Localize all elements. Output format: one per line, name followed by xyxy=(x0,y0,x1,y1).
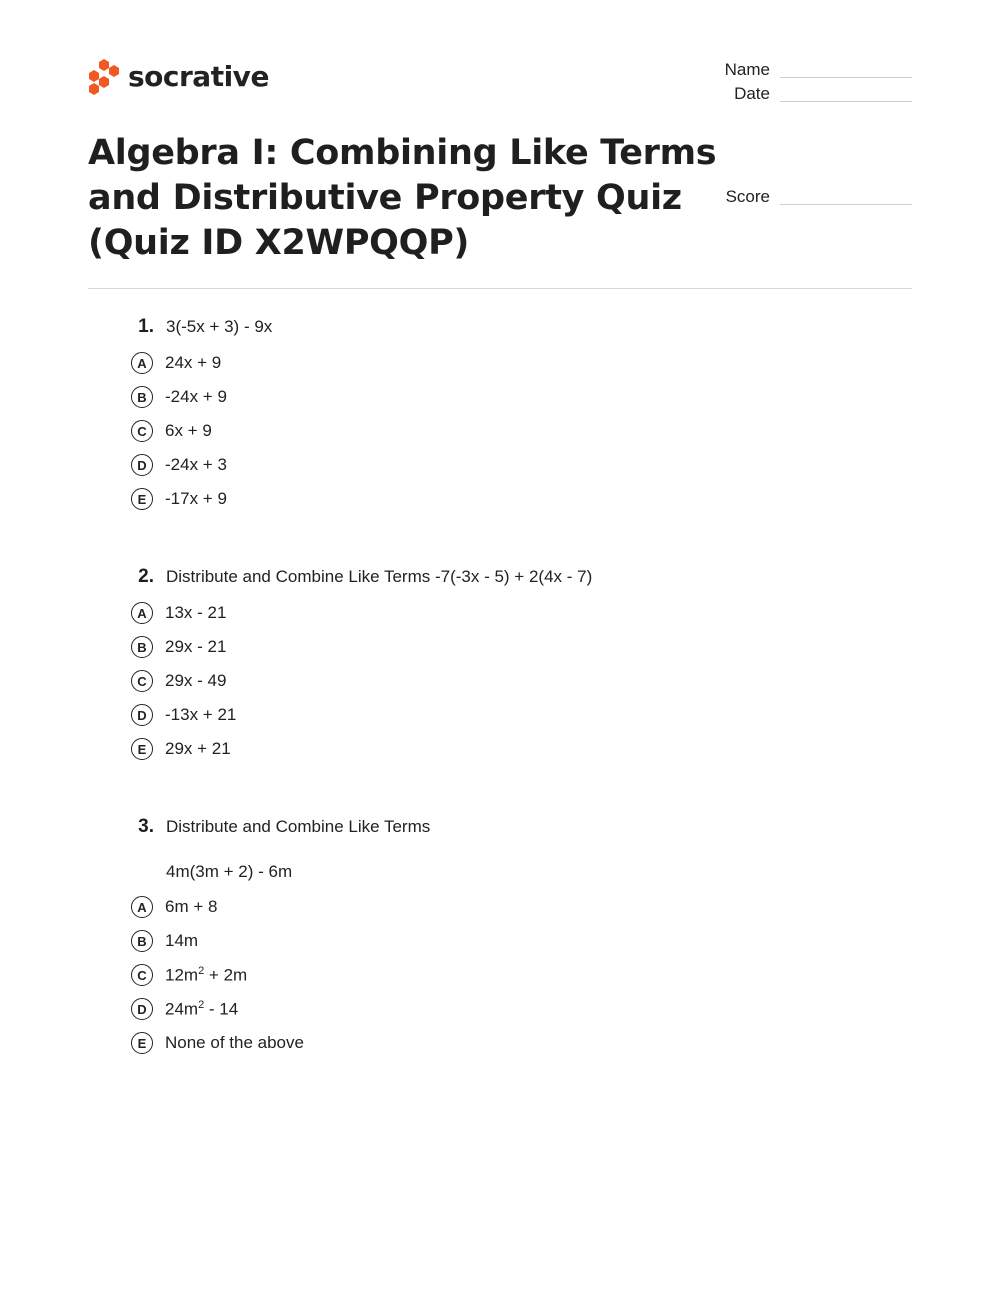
hexagon-cluster-icon xyxy=(88,58,120,96)
question-header xyxy=(130,816,910,842)
score-label: Score xyxy=(725,187,770,206)
brand-name: socrative xyxy=(128,60,269,93)
score-line xyxy=(780,204,912,205)
name-field xyxy=(712,60,912,84)
option-letter-circle[interactable]: B xyxy=(131,386,153,408)
date-line xyxy=(780,101,912,102)
option-letter-circle[interactable]: C xyxy=(131,964,153,986)
option-text-main: 24m xyxy=(165,999,199,1019)
name-label: Name xyxy=(724,60,770,79)
score-field xyxy=(712,187,912,211)
date-label: Date xyxy=(734,84,770,103)
option-text xyxy=(165,705,236,725)
answer-option-a[interactable] xyxy=(130,346,910,380)
option-text-main: -24x + 9 xyxy=(165,387,227,406)
question-text: Distribute and Combine Like Terms xyxy=(166,817,431,836)
option-text xyxy=(165,603,226,623)
question-1 xyxy=(130,316,910,516)
option-text xyxy=(165,739,231,759)
question-text: Distribute and Combine Like Terms -7(-3x - 5) + 2(4x - 7) xyxy=(166,567,593,586)
question-number: 1. xyxy=(138,316,154,337)
option-text xyxy=(165,387,227,407)
name-line xyxy=(780,77,912,78)
option-exponent: 2 xyxy=(198,998,205,1011)
option-text-rest: - 14 xyxy=(204,999,239,1019)
answer-option-d[interactable] xyxy=(130,698,910,732)
answer-option-d[interactable] xyxy=(130,448,910,482)
answer-option-e[interactable] xyxy=(130,482,910,516)
option-text xyxy=(165,965,247,986)
option-text-main: 29x + 21 xyxy=(165,739,231,758)
answer-option-b[interactable] xyxy=(130,380,910,414)
answer-option-b[interactable] xyxy=(130,924,910,958)
option-letter-circle[interactable]: D xyxy=(131,704,153,726)
option-text xyxy=(165,421,212,441)
answer-options xyxy=(130,346,910,516)
option-text-main: 6m + 8 xyxy=(165,897,218,916)
option-text xyxy=(165,489,227,509)
question-number: 2. xyxy=(138,566,154,587)
option-text-main: 29x - 49 xyxy=(165,671,227,690)
option-text xyxy=(165,671,226,691)
option-letter-circle[interactable]: A xyxy=(131,896,153,918)
answer-option-c[interactable] xyxy=(130,958,910,992)
option-letter-circle[interactable]: C xyxy=(131,670,153,692)
answer-option-c[interactable] xyxy=(130,414,910,448)
option-letter-circle[interactable]: B xyxy=(131,636,153,658)
answer-option-a[interactable] xyxy=(130,596,910,630)
question-text: 3(-5x + 3) - 9x xyxy=(166,317,273,336)
option-text xyxy=(165,897,217,917)
date-field xyxy=(712,84,912,108)
answer-option-c[interactable] xyxy=(130,664,910,698)
option-letter-circle[interactable]: A xyxy=(131,602,153,624)
option-text-main: -24x + 3 xyxy=(165,455,227,474)
answer-option-b[interactable] xyxy=(130,630,910,664)
answer-options xyxy=(130,890,910,1060)
question-header xyxy=(130,316,910,342)
option-text-main: 12m xyxy=(165,965,199,985)
quiz-title: Algebra I: Combining Like Terms and Distributive Property Quiz (Quiz ID X2WPQQP) xyxy=(88,133,717,263)
question-number: 3. xyxy=(138,816,154,837)
option-text-main: 6x + 9 xyxy=(165,421,212,440)
question-header xyxy=(130,566,910,592)
answer-option-d[interactable] xyxy=(130,992,910,1026)
option-text xyxy=(165,637,226,657)
option-exponent: 2 xyxy=(198,964,205,977)
option-text xyxy=(165,931,198,951)
option-text-main: 14m xyxy=(165,931,199,950)
option-text xyxy=(165,999,238,1020)
option-text-main: 29x - 21 xyxy=(165,637,227,656)
socrative-logo xyxy=(88,58,269,96)
option-letter-circle[interactable]: E xyxy=(131,488,153,510)
option-text xyxy=(165,455,227,475)
option-letter-circle[interactable]: B xyxy=(131,930,153,952)
option-letter-circle[interactable]: D xyxy=(131,998,153,1020)
option-letter-circle[interactable]: D xyxy=(131,454,153,476)
option-text xyxy=(165,1033,304,1053)
option-letter-circle[interactable]: E xyxy=(131,1032,153,1054)
header-divider xyxy=(88,288,912,289)
option-letter-circle[interactable]: A xyxy=(131,352,153,374)
option-text-main: 13x - 21 xyxy=(165,603,227,622)
option-text-main: 24x + 9 xyxy=(165,353,222,372)
option-text-main: -13x + 21 xyxy=(165,705,237,724)
answer-options xyxy=(130,596,910,766)
option-letter-circle[interactable]: E xyxy=(131,738,153,760)
option-text-rest: + 2m xyxy=(204,965,248,985)
option-text-main: None of the above xyxy=(165,1033,304,1052)
option-text-main: -17x + 9 xyxy=(165,489,227,508)
answer-option-e[interactable] xyxy=(130,732,910,766)
answer-option-a[interactable] xyxy=(130,890,910,924)
question-list xyxy=(130,316,910,1110)
question-2 xyxy=(130,566,910,766)
option-letter-circle[interactable]: C xyxy=(131,420,153,442)
question-3 xyxy=(130,816,910,1060)
option-text xyxy=(165,353,221,373)
answer-option-e[interactable] xyxy=(130,1026,910,1060)
question-expression: 4m(3m + 2) - 6m xyxy=(166,862,293,881)
